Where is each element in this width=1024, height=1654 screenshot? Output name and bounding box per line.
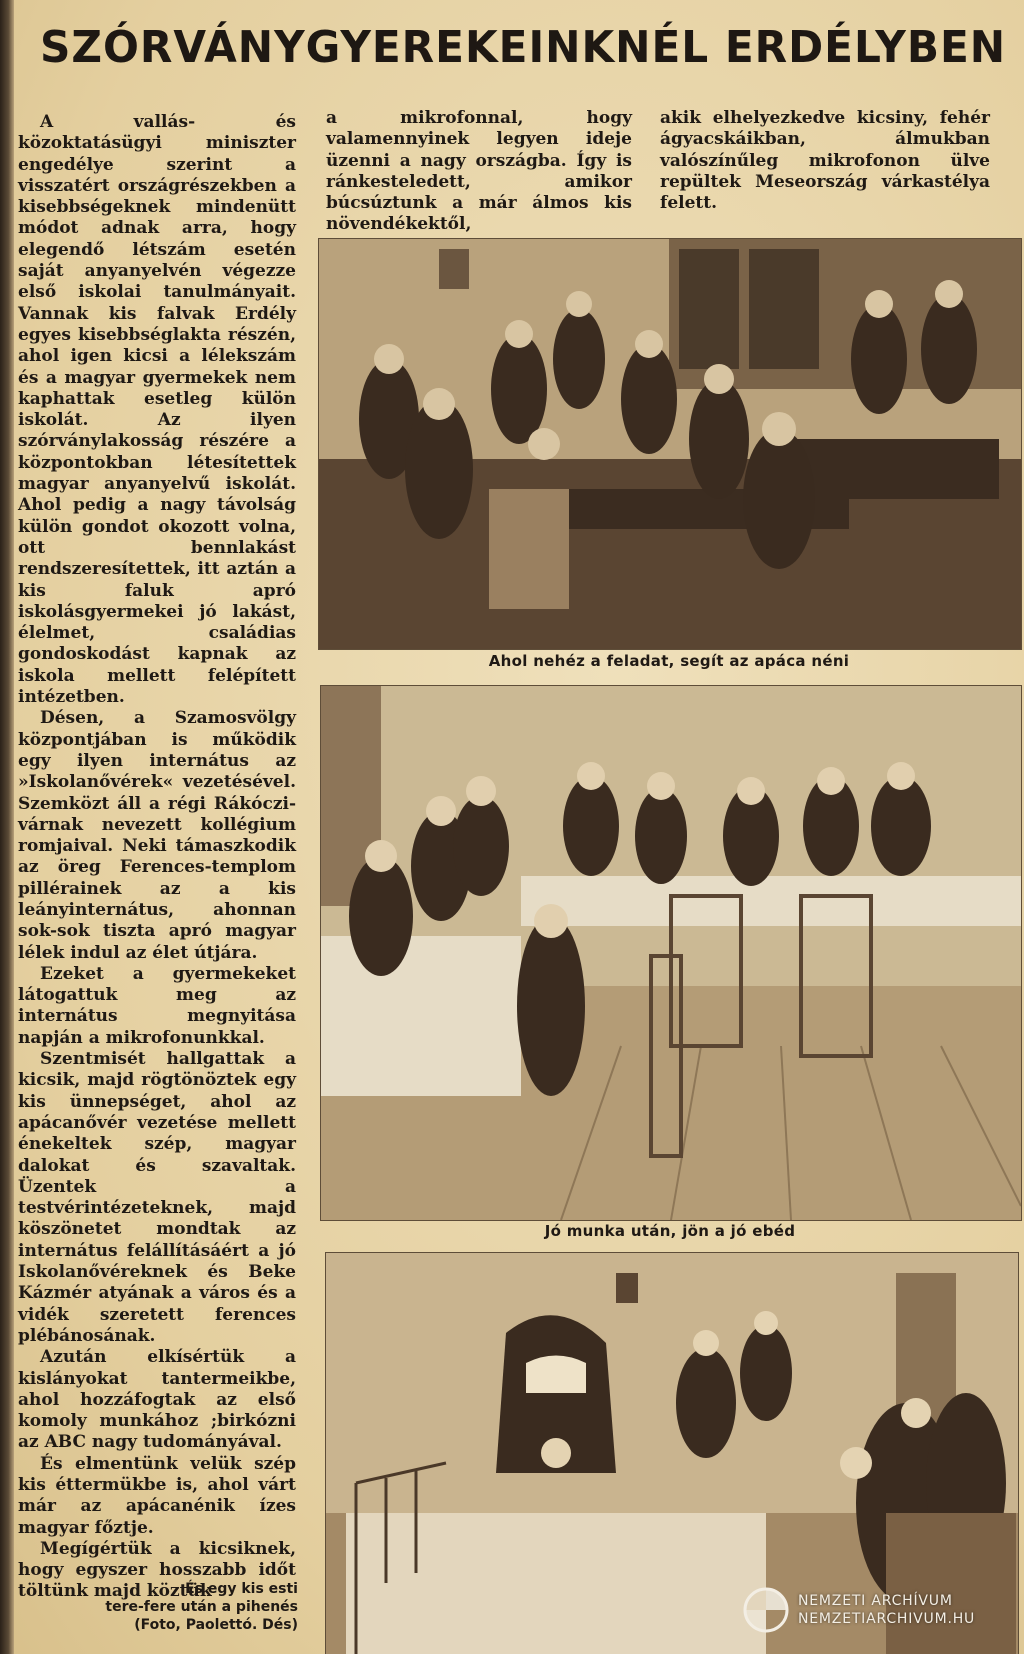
photo-caption: Jó munka után, jön a jó ebéd <box>544 1222 796 1240</box>
paragraph: Azután elkísértük a kislányokat tantermeikbe, ahol hozzáfogtak az első komoly munkához ;birkózni az ABC nagy tudományával. <box>18 1347 296 1453</box>
caption-line: (Foto, Paolettó. Dés) <box>134 1617 298 1633</box>
watermark-text <box>798 1592 975 1628</box>
paragraph: a mikrofonnal, hogy valamennyinek legyen ideje üzenni a nagy országba. Így is ránkesteledett, amikor búcsúztunk a már álmos kis növendékektől, <box>326 108 632 235</box>
paragraph: akik elhelyezkedve kicsiny, fehér ágyacskáikban, álmukban valószínűleg mikrofonon ülve repültek Meseország várkastélya felett. <box>660 108 990 214</box>
photo-dining-room <box>320 685 1022 1221</box>
caption-line: tere-fere után a pihenés <box>105 1599 298 1615</box>
photo-caption: Ahol nehéz a feladat, segít az apáca néni <box>488 652 850 670</box>
paragraph: Szentmisét hallgattak a kicsik, majd rögtönöztek egy kis ünnepséget, ahol az apácanővér vezetése mellett énekeltek szép, magyar dalokat és szavaltak. Üzentek a testvérintézeteknek, majd köszönetet mondtak az internátus felállításáért a jó Iskolanővéreknek és Beke Kázmér atyának a város és a vidék szeretett ferences plébánosának. <box>18 1049 296 1346</box>
article-title: SZÓRVÁNYGYEREKEINKNÉL ERDÉLYBEN <box>40 22 1007 73</box>
photo-caption-dormitory <box>18 1580 298 1634</box>
page-binding-edge <box>0 0 14 1654</box>
paragraph: És elmentünk velük szép kis éttermükbe is, ahol várt már az apácanénik ízes magyar főztje. <box>18 1453 296 1538</box>
caption-line: És egy kis esti <box>185 1581 298 1597</box>
paragraph: Ezeket a gyermekeket látogattuk meg az internátus megnyitása napján a mikrofonunkkal. <box>18 963 296 1048</box>
article-column-1 <box>18 112 296 1603</box>
paragraph: Megígértük a kicsiknek, hogy egyszer hosszabb időt töltünk majd köztük <box>18 1538 296 1602</box>
archive-watermark <box>742 1586 1012 1638</box>
article-column-2 <box>326 108 632 236</box>
photo-classroom <box>318 238 1022 650</box>
article-column-3 <box>660 108 990 214</box>
paragraph: Désen, a Szamosvölgy központjában is működik egy ilyen internátus az »Iskolanővérek« vezetésével. Szemközt áll a régi Rákóczi-várnak nevezett kollégium romjaival. Neki támaszkodik az öreg Ferences-templom pillérainek az a kis leányinternátus, ahonnan sok-sok tiszta apró magyar lélek indul az élet útjára. <box>18 708 296 963</box>
paragraph: A vallás- és közoktatásügyi miniszter engedélye szerint a visszatért országrészekben a kisebbségeknek mindenütt módot adnak arra, hogy elegendő létszám esetén saját anyanyelvén végezze első iskolai tanulmányait. Vannak kis falvak Erdély egyes kisebbséglakta részén, ahol igen kicsi a lélekszám és a magyar gyermekek nem kaphattak esetleg külön iskolát. Az ilyen szórványlakosság részére a központokban létesítettek magyar anyanyelvű iskolát. Ahol pedig a nagy távolság külön gondot okozott volna, ott bennlakást rendszeresítettek, itt aztán a kis faluk apró iskolásgyermekei jó lakást, élelmet, családias gondoskodást kapnak az iskola mellett felépített intézetben. <box>18 112 296 708</box>
watermark-line: NEMZETI ARCHÍVUM <box>798 1593 953 1609</box>
archive-logo-icon <box>742 1586 790 1634</box>
watermark-line: NEMZETIARCHIVUM.HU <box>798 1611 976 1627</box>
